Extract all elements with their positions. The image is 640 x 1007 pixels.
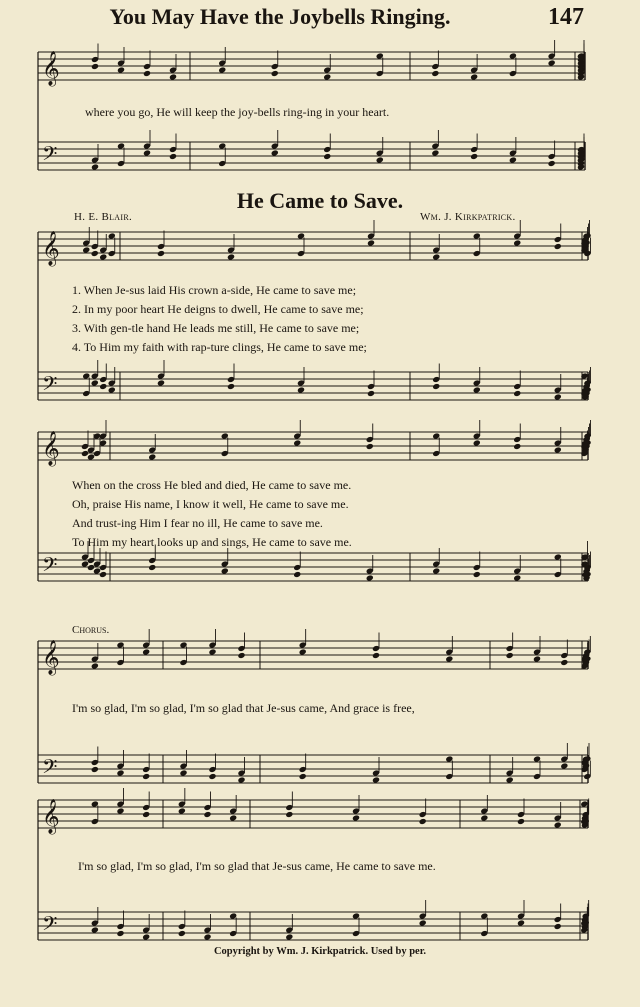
system-1-lower-notehead <box>554 393 562 400</box>
system-4-upper-notehead <box>285 811 293 818</box>
system-4-lower-notehead <box>178 930 186 937</box>
verse-2-line-2: Oh, praise His name, I know it well, He came to save me. <box>72 497 349 511</box>
system-3-bass-clef-icon: 𝄢 <box>42 755 58 783</box>
hymn-title: He Came to Save. <box>236 188 404 213</box>
copyright-notice: Copyright by Wm. J. Kirkpatrick. Used by per. <box>213 946 427 957</box>
chorus-lyric-line-1: I'm so glad, I'm so glad, I'm so glad that Je-sus came, And grace is free, <box>72 701 415 715</box>
system-2-lower-notehead <box>366 574 374 581</box>
system-3-lower-notehead <box>142 773 150 780</box>
system-4-lower-notehead <box>91 926 99 933</box>
verse-4-line-1: 4. To Him my faith with rap-ture clings, He came to save me; <box>72 340 367 354</box>
system-0-lower-notehead <box>143 149 151 156</box>
system-1-lower-notehead <box>367 390 375 397</box>
verse-3-line-1: 3. With gen-tle hand He leads me still, He came to save me; <box>72 321 360 335</box>
system-4-upper-notehead <box>229 814 237 821</box>
system-4-upper-notehead <box>419 818 427 825</box>
verse-3-line-2: And trust-ing Him I fear no ill, He came to save me. <box>72 516 323 530</box>
composer-credit: Wm. J. Kirkpatrick. <box>420 211 516 223</box>
system-1-upper-notehead <box>91 250 99 257</box>
system-3-lower-notehead <box>506 776 514 783</box>
system-1-upper-notehead <box>157 250 165 257</box>
system-1-upper-notehead <box>513 239 521 246</box>
system-1-treble-clef-icon: 𝄞 <box>42 231 60 266</box>
system-0-upper-notehead <box>143 70 151 77</box>
system-2-upper-notehead <box>293 439 301 446</box>
system-0-lower-notehead <box>509 156 517 163</box>
system-4-lower-notehead <box>517 919 525 926</box>
system-0-upper-notehead <box>169 73 177 80</box>
system-3-lower-notehead <box>237 776 245 783</box>
system-3-treble-clef-icon: 𝄞 <box>42 640 60 675</box>
system-0-upper-notehead <box>218 66 226 73</box>
system-2-lower-notehead <box>473 571 481 578</box>
system-0-upper-notehead <box>548 59 556 66</box>
system-4-lower-notehead <box>554 923 562 930</box>
system-3-lower-notehead <box>91 766 99 773</box>
chorus-lyric-line-2: I'm so glad, I'm so glad, I'm so glad that Je-sus came, He came to save me. <box>78 859 436 873</box>
system-3-upper-notehead <box>142 648 150 655</box>
system-1-bass-clef-icon: 𝄢 <box>42 372 58 400</box>
chorus-label: Chorus. <box>72 624 110 636</box>
system-3-upper-notehead <box>237 652 245 659</box>
system-4-upper-notehead <box>352 814 360 821</box>
system-0-lower-notehead <box>548 160 556 167</box>
system-3-upper-notehead <box>506 652 514 659</box>
system-3-upper-notehead <box>372 652 380 659</box>
page-number: 147 <box>548 4 584 30</box>
system-0-upper-notehead <box>271 70 279 77</box>
system-0-upper-notehead <box>117 66 125 73</box>
system-3-lower-notehead <box>560 762 568 769</box>
system-2-lower-notehead <box>99 571 107 578</box>
system-4-bass-clef-icon: 𝄢 <box>42 912 58 940</box>
system-0-lower-notehead <box>376 156 384 163</box>
system-3-upper-notehead <box>445 655 453 662</box>
system-3-upper-notehead <box>91 662 99 669</box>
system-0-lower-notehead <box>431 149 439 156</box>
verse-2-line-1: 2. In my poor heart He deigns to dwell, He came to save me; <box>72 302 364 316</box>
system-4-upper-notehead <box>517 818 525 825</box>
system-2-lower-notehead <box>432 567 440 574</box>
system-4-upper-notehead <box>116 807 124 814</box>
system-3-lower-notehead <box>116 769 124 776</box>
system-3-lower-notehead <box>372 776 380 783</box>
system-1-lower-notehead <box>227 383 235 390</box>
system-1-lower-notehead <box>513 390 521 397</box>
system-4-lower-notehead <box>419 919 427 926</box>
lyricist-credit: H. E. Blair. <box>74 211 133 223</box>
system-4-lower-notehead <box>285 933 293 940</box>
system-0-lower-notehead <box>470 153 478 160</box>
system-0-bass-clef-icon: 𝄢 <box>42 142 58 170</box>
system-0-lower-notehead <box>169 153 177 160</box>
system-3-upper-notehead <box>560 659 568 666</box>
system-4-lower-notehead <box>116 930 124 937</box>
system-3-upper-notehead <box>299 648 307 655</box>
system-4-upper-notehead <box>178 807 186 814</box>
system-0-lower-notehead <box>271 149 279 156</box>
system-2-upper-notehead <box>148 453 156 460</box>
system-2-upper-notehead <box>473 439 481 446</box>
system-1-lower-notehead <box>297 386 305 393</box>
system-0-upper-notehead <box>470 73 478 80</box>
verse-4-line-2: To Him my heart looks up and sings, He came to save me. <box>72 535 352 549</box>
system-1-lower-notehead <box>108 386 116 393</box>
system-2-lower-notehead <box>513 574 521 581</box>
system-0-upper-notehead <box>431 70 439 77</box>
system-0-lower-notehead <box>91 163 99 170</box>
system-2-lower-notehead <box>293 571 301 578</box>
system-3-upper-notehead <box>208 648 216 655</box>
system-4-upper-notehead <box>203 811 211 818</box>
system-2-lower-notehead <box>221 567 229 574</box>
system-0-treble-clef-icon: 𝄞 <box>42 51 60 86</box>
system-1-upper-notehead <box>227 253 235 260</box>
system-1-upper-notehead <box>367 239 375 246</box>
system-4-lower-notehead <box>142 933 150 940</box>
system-2-lower-notehead <box>148 564 156 571</box>
verse-1-line-1: 1. When Je-sus laid His crown a-side, He came to save me; <box>72 283 357 297</box>
system-1-lower-notehead <box>99 383 107 390</box>
system-3-lower-notehead <box>208 773 216 780</box>
system-1-lower-notehead <box>91 379 99 386</box>
system-4-upper-notehead <box>142 811 150 818</box>
system-1-upper-notehead <box>99 253 107 260</box>
top-hymn-title: You May Have the Joybells Ringing. <box>109 4 451 29</box>
system-4-upper-notehead <box>554 821 562 828</box>
system-0-upper-notehead <box>91 63 99 70</box>
system-0-upper-notehead <box>323 73 331 80</box>
system-1-lower-notehead <box>157 379 165 386</box>
system-1-upper-notehead <box>432 253 440 260</box>
system-3-lower-notehead <box>179 769 187 776</box>
system-4-upper-notehead <box>480 814 488 821</box>
system-2-upper-notehead <box>554 446 562 453</box>
top-lyric-line: where you go, He will keep the joy-bells ring-ing in your heart. <box>85 105 390 119</box>
system-1-lower-notehead <box>432 383 440 390</box>
system-0-lower-notehead <box>323 153 331 160</box>
system-2-upper-notehead <box>513 443 521 450</box>
system-4-treble-clef-icon: 𝄞 <box>42 799 60 834</box>
verse-1-line-2: When on the cross He bled and died, He came to save me. <box>72 478 352 492</box>
system-2-treble-clef-icon: 𝄞 <box>42 431 60 466</box>
system-3-lower-notehead <box>299 773 307 780</box>
system-4-lower-notehead <box>203 933 211 940</box>
system-3-upper-notehead <box>533 655 541 662</box>
system-2-upper-notehead <box>366 443 374 450</box>
system-2-bass-clef-icon: 𝄢 <box>42 553 58 581</box>
system-1-upper-notehead <box>82 246 90 253</box>
system-1-lower-notehead <box>473 386 481 393</box>
system-1-upper-notehead <box>554 243 562 250</box>
